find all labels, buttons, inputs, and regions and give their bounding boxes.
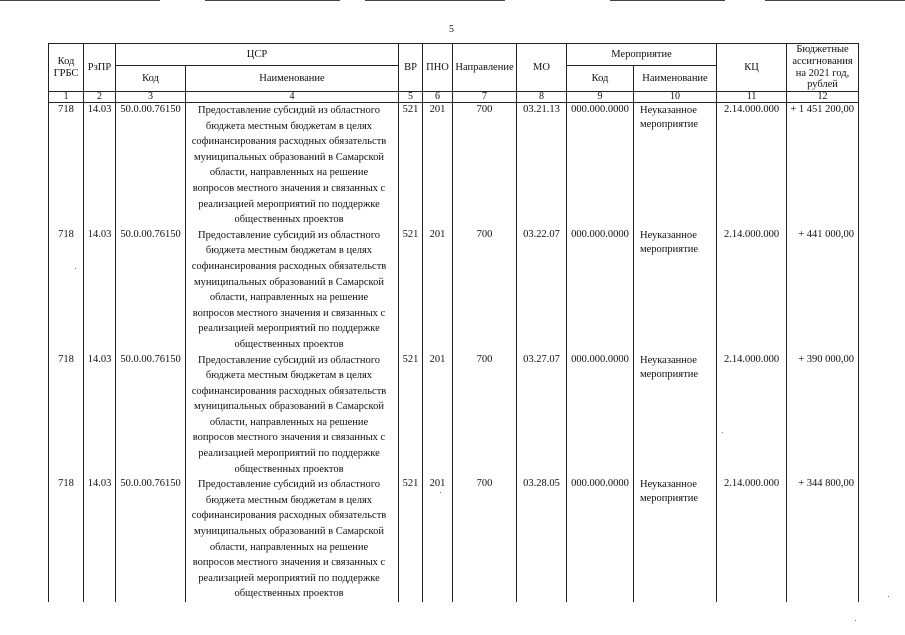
cell-rzpr: 14.03 [84, 103, 116, 228]
column-number: 1 [49, 92, 84, 103]
cell-grbs: 718 [49, 228, 84, 353]
header-event-kod: Код [567, 66, 634, 92]
cell-csr-kod: 50.0.00.76150 [116, 228, 186, 353]
cell-kc: 2.14.000.000 [717, 353, 787, 478]
top-edge-line [205, 0, 340, 1]
cell-event-kod: 000.000.0000 [567, 103, 634, 228]
table-row [49, 103, 859, 228]
cell-vr: 521 [399, 477, 423, 602]
cell-event-kod: 000.000.0000 [567, 477, 634, 602]
header-direction: Направление [453, 44, 517, 92]
header-kc: КЦ [717, 44, 787, 92]
header-budget: Бюджетные ассигнования на 2021 год, рублей [787, 44, 859, 92]
header-vr: ВР [399, 44, 423, 92]
cell-grbs: 718 [49, 353, 84, 478]
column-number: 4 [186, 92, 399, 103]
column-number: 5 [399, 92, 423, 103]
cell-direction: 700 [453, 353, 517, 478]
top-edge-line [610, 0, 725, 1]
scan-speck [440, 492, 441, 493]
cell-mo: 03.28.05 [517, 477, 567, 602]
header-rzpr: РзПР [84, 44, 116, 92]
column-number: 2 [84, 92, 116, 103]
scan-speck [888, 596, 889, 597]
cell-direction: 700 [453, 103, 517, 228]
table-row [49, 228, 859, 353]
column-number: 12 [787, 92, 859, 103]
header-csr: ЦСР [116, 44, 399, 66]
column-number: 8 [517, 92, 567, 103]
cell-csr-name: Предоставление субсидий из областного бюджета местным бюджетам в целях софинансирования расходных обязательств муниципальных образований в Самарской области, направленных на решение вопросов местного значения и связанных с реализацией мероприятий по поддержке общественных проектов [186, 228, 399, 353]
cell-pno: 201 [423, 353, 453, 478]
cell-event-name: Неуказанное мероприятие [634, 103, 717, 228]
cell-amount: + 1 451 200,00 [787, 103, 859, 228]
cell-pno: 201 [423, 477, 453, 602]
cell-event-name: Неуказанное мероприятие [634, 477, 717, 602]
cell-amount: + 441 000,00 [787, 228, 859, 353]
cell-kc: 2.14.000.000 [717, 477, 787, 602]
cell-rzpr: 14.03 [84, 228, 116, 353]
budget-table [48, 43, 859, 602]
cell-mo: 03.27.07 [517, 353, 567, 478]
header-event-name: Наименование [634, 66, 717, 92]
cell-csr-name: Предоставление субсидий из областного бюджета местным бюджетам в целях софинансирования расходных обязательств муниципальных образований в Самарской области, направленных на решение вопросов местного значения и связанных с реализацией мероприятий по поддержке общественных проектов [186, 103, 399, 228]
cell-kc: 2.14.000.000 [717, 103, 787, 228]
cell-grbs: 718 [49, 103, 84, 228]
header-csr-name: Наименование [186, 66, 399, 92]
header-pno: ПНО [423, 44, 453, 92]
cell-mo: 03.21.13 [517, 103, 567, 228]
cell-amount: + 390 000,00 [787, 353, 859, 478]
column-number: 6 [423, 92, 453, 103]
cell-event-name: Неуказанное мероприятие [634, 353, 717, 478]
cell-csr-kod: 50.0.00.76150 [116, 477, 186, 602]
cell-rzpr: 14.03 [84, 353, 116, 478]
scan-speck [75, 268, 76, 269]
cell-event-name: Неуказанное мероприятие [634, 228, 717, 353]
column-number: 9 [567, 92, 634, 103]
cell-rzpr: 14.03 [84, 477, 116, 602]
cell-mo: 03.22.07 [517, 228, 567, 353]
table-row [49, 353, 859, 478]
cell-event-kod: 000.000.0000 [567, 228, 634, 353]
column-number: 11 [717, 92, 787, 103]
scan-speck [722, 432, 723, 433]
header-mo: МО [517, 44, 567, 92]
header-csr-kod: Код [116, 66, 186, 92]
cell-amount: + 344 800,00 [787, 477, 859, 602]
cell-vr: 521 [399, 353, 423, 478]
cell-vr: 521 [399, 228, 423, 353]
top-edge-line [0, 0, 160, 1]
cell-pno: 201 [423, 228, 453, 353]
cell-csr-kod: 50.0.00.76150 [116, 103, 186, 228]
cell-csr-name: Предоставление субсидий из областного бюджета местным бюджетам в целях софинансирования расходных обязательств муниципальных образований в Самарской области, направленных на решение вопросов местного значения и связанных с реализацией мероприятий по поддержке общественных проектов [186, 477, 399, 602]
cell-csr-name: Предоставление субсидий из областного бюджета местным бюджетам в целях софинансирования расходных обязательств муниципальных образований в Самарской области, направленных на решение вопросов местного значения и связанных с реализацией мероприятий по поддержке общественных проектов [186, 353, 399, 478]
top-edge-line [365, 0, 505, 1]
cell-event-kod: 000.000.0000 [567, 353, 634, 478]
cell-vr: 521 [399, 103, 423, 228]
cell-csr-kod: 50.0.00.76150 [116, 353, 186, 478]
cell-pno: 201 [423, 103, 453, 228]
cell-kc: 2.14.000.000 [717, 228, 787, 353]
cell-direction: 700 [453, 228, 517, 353]
top-edge-line [765, 0, 905, 1]
cell-grbs: 718 [49, 477, 84, 602]
header-kod-grbs: Код ГРБС [49, 44, 84, 92]
page-number: 5 [449, 24, 454, 35]
cell-direction: 700 [453, 477, 517, 602]
scan-speck [855, 620, 856, 621]
column-number: 10 [634, 92, 717, 103]
table-row [49, 477, 859, 602]
column-number: 3 [116, 92, 186, 103]
header-event: Мероприятие [567, 44, 717, 66]
column-number: 7 [453, 92, 517, 103]
